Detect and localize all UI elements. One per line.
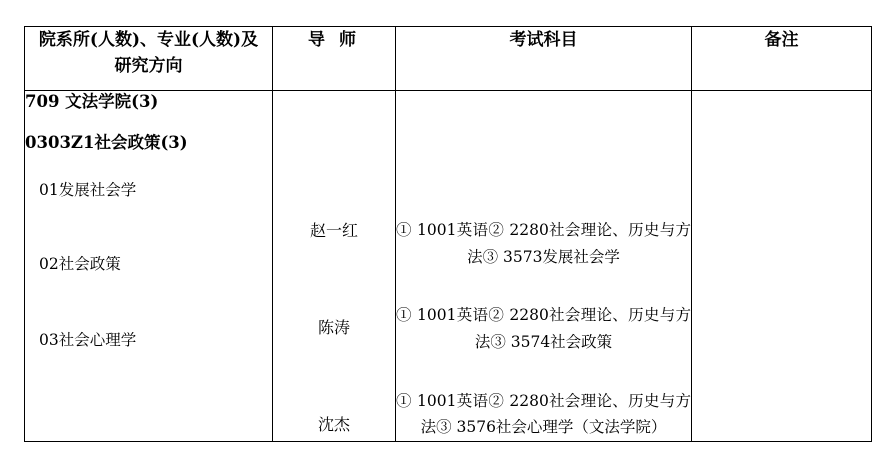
header-department <box>25 27 273 91</box>
table-body <box>25 91 872 442</box>
advisor-cell <box>273 91 396 442</box>
exam-subjects-text-1: ① 1001英语② 2280社会理论、历史与方法③ 3573发展社会学 <box>396 221 691 266</box>
header-department-line-2: 研究方向 <box>114 56 183 77</box>
header-exam-subjects: 考试科目 <box>396 27 692 91</box>
research-direction-3: 03社会心理学 <box>39 330 137 349</box>
advisor-name-2: 陈涛 <box>317 317 350 337</box>
header-department-line-1: 院系所(人数)、专业(人数)及 <box>38 30 259 50</box>
exam-subjects-3 <box>396 356 691 441</box>
exam-subjects-2 <box>396 270 691 355</box>
exam-subjects-text-3: ① 1001英语② 2280社会理论、历史与方法③ 3576社会心理学（文法学院） <box>396 391 691 437</box>
advisor-name-3: 沈杰 <box>317 414 350 434</box>
admissions-table <box>24 26 872 442</box>
header-remarks: 备注 <box>692 27 872 91</box>
table-row <box>25 91 872 442</box>
remarks-cell <box>692 91 872 442</box>
research-direction-1: 01发展社会学 <box>39 180 137 199</box>
exam-subjects-text-2: ① 1001英语② 2280社会理论、历史与方法③ 3574社会政策 <box>396 306 691 351</box>
header-advisor: 导 师 <box>273 27 396 91</box>
department-block <box>25 91 272 370</box>
research-direction-2: 02社会政策 <box>39 254 121 273</box>
header-row <box>25 27 872 91</box>
advisor-name-1: 赵一红 <box>309 221 358 240</box>
department-cell <box>25 91 273 442</box>
exam-subjects-cell <box>396 91 692 442</box>
department-title: 709 文法学院(3) <box>25 92 159 111</box>
major-title: 0303Z1社会政策(3) <box>25 133 188 153</box>
table-header <box>25 27 872 91</box>
exam-subjects-1 <box>396 91 691 270</box>
